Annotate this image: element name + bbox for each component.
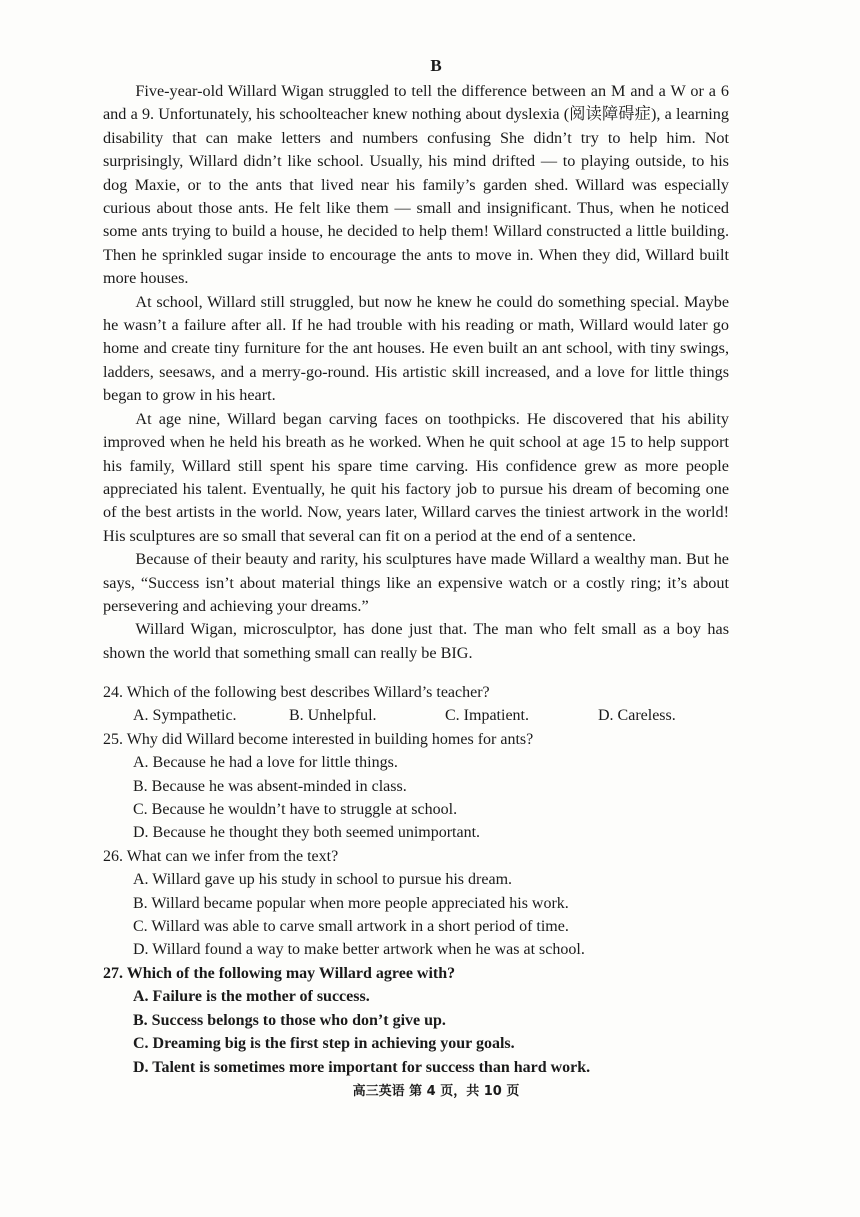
option-c: C. Willard was able to carve small artwork in a short period of time. <box>133 918 569 936</box>
question-stem: 24. Which of the following best describes Willard’s teacher? <box>103 684 490 701</box>
option-c: C. Dreaming big is the first step in achieving your goals. <box>133 1035 515 1053</box>
option-a: A. Because he had a love for little things. <box>133 754 398 772</box>
question-stem: 25. Why did Willard become interested in building homes for ants? <box>103 730 534 748</box>
option-a: A. Sympathetic. <box>133 707 237 725</box>
option-d: D. Because he thought they both seemed unimportant. <box>133 824 481 842</box>
question-list <box>103 681 733 1079</box>
option-a: A. Willard gave up his study in school to pursue his dream. <box>133 871 513 889</box>
option-c: C. Impatient. <box>445 707 529 725</box>
answer-options <box>103 704 733 727</box>
option-b: B. Willard became popular when more people appreciated his work. <box>133 894 569 912</box>
question-26 <box>103 845 733 962</box>
passage-paragraph: Five-year-old Willard Wigan struggled to tell the difference between an M and a W or a 6 and a 9. Unfortunately, his schoolteacher knew nothing about dyslexia (阅读障碍症), a learning disability that can make letters and numbers confusing She didn’t try to help him. Not surprisingly, Willard didn’t like school. Usually, his mind drifted — to playing outside, to his dog Maxie, or to the ants that lived near his family’s garden shed. Willard was especially curious about those ants. He felt like them — small and insignificant. Thus, when he noticed some ants trying to build a house, he decided to help them! Willard constructed a little building. Then he sprinkled sugar inside to encourage the ants to move in. When they did, Willard built more houses. <box>103 82 729 288</box>
option-c: C. Because he wouldn’t have to struggle at school. <box>133 801 458 819</box>
question-stem: 27. Which of the following may Willard agree with? <box>103 964 456 982</box>
question-stem: 26. What can we infer from the text? <box>103 847 339 865</box>
option-b: B. Because he was absent-minded in class. <box>133 777 407 795</box>
answer-options <box>103 985 733 1079</box>
option-d: D. Careless. <box>598 707 676 725</box>
option-a: A. Failure is the mother of success. <box>133 988 370 1006</box>
option-d: D. Talent is sometimes more important for success than hard work. <box>133 1058 591 1076</box>
passage-paragraph: Willard Wigan, microsculptor, has done just that. The man who felt small as a boy has shown the world that something small can really be BIG. <box>103 620 729 662</box>
option-d: D. Willard found a way to make better artwork when he was at school. <box>133 941 585 959</box>
section-heading: B <box>430 56 442 75</box>
option-b: B. Unhelpful. <box>289 707 377 725</box>
question-25 <box>103 728 733 845</box>
answer-options <box>103 868 733 962</box>
question-27 <box>103 962 733 1079</box>
page-footer: 高三英语 第 4 页，共 10 页 <box>352 1084 520 1099</box>
passage-paragraph: Because of their beauty and rarity, his sculptures have made Willard a wealthy man. But he says, “Success isn’t about material things like an expensive watch or a costly ring; it’s about persevering and achieving your dreams.” <box>103 550 729 615</box>
reading-passage <box>103 80 729 665</box>
option-b: B. Success belongs to those who don’t give up. <box>133 1011 446 1029</box>
passage-paragraph: At age nine, Willard began carving faces on toothpicks. He discovered that his ability improved when he held his breath as he worked. When he quit school at age 15 to help support his family, Willard still spent his spare time carving. His confidence grew as more people appreciated his talent. Eventually, he quit his factory job to pursue his dream of becoming one of the best artists in the world. Now, years later, Willard carves the tiniest artwork in the world! His sculptures are so small that several can fit on a period at the end of a sentence. <box>103 409 729 545</box>
answer-options <box>103 751 733 845</box>
passage-paragraph: At school, Willard still struggled, but now he knew he could do something special. Maybe he wasn’t a failure after all. If he had trouble with his reading or math, Willard would later go home and create tiny furniture for the ant houses. He even built an ant school, with tiny swings, ladders, seesaws, and a merry-go-round. His artistic skill increased, and a love for little things began to grow in his heart. <box>103 292 729 405</box>
question-24 <box>103 681 733 728</box>
